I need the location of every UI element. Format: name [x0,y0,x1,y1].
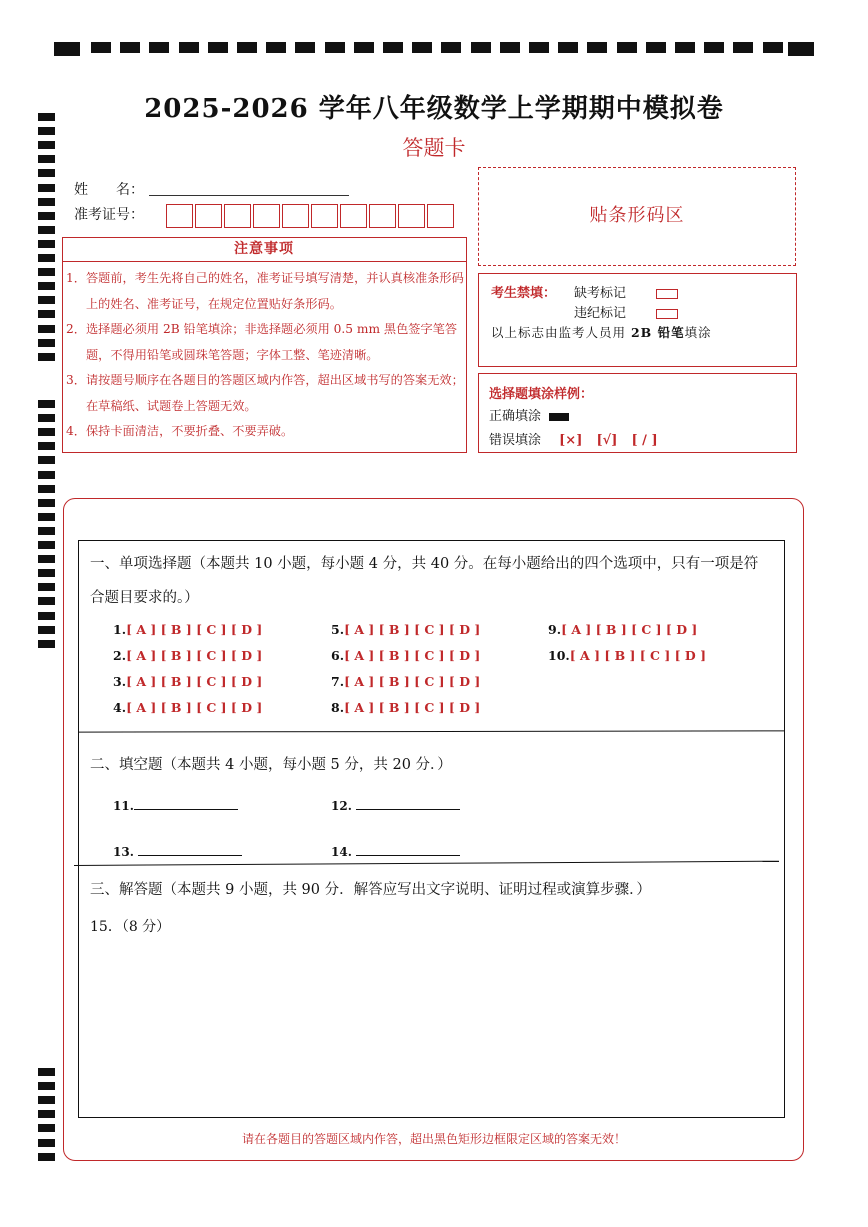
filled-mark-sample [549,413,569,421]
id-digit-box[interactable] [369,204,396,228]
choice-item-4[interactable] [113,700,262,715]
timing-mark [38,485,55,493]
blank-number: 11. [113,799,134,813]
forbidden-note-bold: 2B 铅笔 [630,325,685,340]
page-title: 2025-2026 学年八年级数学上学期期中模拟卷 [144,94,724,124]
choice-item-2[interactable] [113,648,262,663]
timing-mark [675,42,695,53]
absent-mark-text: 缺考标记 [574,286,627,301]
forbidden-note-prefix: 以上标志由监考人员用 [491,325,631,340]
wrong-fill-row [489,429,658,448]
correct-fill-label: 正确填涂 [489,409,542,424]
timing-mark [38,513,55,521]
timing-mark [763,42,783,53]
id-digit-box[interactable] [282,204,309,228]
timing-mark [54,42,80,56]
timing-mark [91,42,111,53]
id-digit-box[interactable] [398,204,425,228]
violation-mark-text: 违纪标记 [574,306,627,321]
timing-mark [208,42,228,53]
timing-mark [38,268,55,276]
blank-number: 14. [331,845,352,859]
choice-number: 4. [113,700,127,715]
blank-12[interactable] [331,797,460,813]
choice-item-10[interactable] [548,648,706,663]
choice-number: 2. [113,648,127,663]
timing-mark [38,597,55,605]
forbidden-label: 考生禁填： [491,286,557,301]
id-digit-box[interactable] [166,204,193,228]
timing-mark [558,42,578,53]
blank-line[interactable] [134,797,238,810]
timing-mark [529,42,549,53]
choice-options[interactable]: [ A ] [ B ] [ C ] [ D ] [569,648,706,663]
timing-mark [500,42,520,53]
timing-mark [354,42,374,53]
timing-mark [38,212,55,220]
timing-mark [38,353,55,361]
choice-item-5[interactable] [331,622,480,637]
choice-item-7[interactable] [331,674,480,689]
timing-mark [38,296,55,304]
choice-options[interactable]: [ A ] [ B ] [ C ] [ D ] [126,622,263,637]
id-digit-box[interactable] [427,204,454,228]
id-label: 准考证号： [74,207,144,223]
timing-mark [788,42,814,56]
absent-mark-box[interactable] [656,289,678,299]
choice-item-8[interactable] [331,700,480,715]
timing-mark [38,226,55,234]
timing-mark [38,1082,55,1090]
timing-mark [38,1110,55,1118]
wrong-fill-label: 错误填涂 [489,433,542,448]
timing-mark [266,42,286,53]
timing-mark [38,414,55,422]
timing-mark [38,612,55,620]
fill-example-title: 选择题填涂样例： [489,387,594,402]
blank-13[interactable] [113,843,242,859]
timing-mark [38,169,55,177]
timing-mark [733,42,753,53]
name-field[interactable] [149,195,349,196]
blank-11[interactable] [113,797,238,813]
choice-options[interactable]: [ A ] [ B ] [ C ] [ D ] [344,622,481,637]
timing-mark [38,400,55,408]
timing-mark [383,42,403,53]
choice-number: 6. [331,648,345,663]
timing-mark [38,254,55,262]
timing-mark [38,569,55,577]
choice-options[interactable]: [ A ] [ B ] [ C ] [ D ] [561,622,698,637]
timing-mark [325,42,345,53]
question-15-label: 15．（8 分） [90,919,171,935]
choice-item-3[interactable] [113,674,262,689]
timing-mark [38,626,55,634]
violation-mark-label [574,302,678,321]
id-digit-box[interactable] [253,204,280,228]
page-subtitle: 答题卡 [402,136,466,160]
choice-options[interactable]: [ A ] [ B ] [ C ] [ D ] [344,674,481,689]
barcode-area: 贴条形码区 [478,167,796,266]
choice-item-1[interactable] [113,622,262,637]
choice-options[interactable]: [ A ] [ B ] [ C ] [ D ] [344,648,481,663]
footer-warning: 请在各题目的答题区域内作答，超出黑色矩形边框限定区域的答案无效！ [241,1132,626,1146]
wrong-sample-cross: [×] [559,433,583,448]
choice-options[interactable]: [ A ] [ B ] [ C ] [ D ] [344,700,481,715]
notice-item: 4．保持卡面清洁，不要折叠、不要弄破。 [66,424,294,438]
notice-item: 2．选择题必须用 2B 铅笔填涂；非选择题必须用 0.5 mm 黑色签字笔答题，不得用铅笔或圆珠笔答题；字体工整、笔迹清晰。 [66,322,458,362]
timing-mark [38,527,55,535]
choice-number: 5. [331,622,345,637]
choice-number: 1. [113,622,127,637]
blank-number: 13. [113,845,134,859]
timing-mark [617,42,637,53]
timing-mark [38,198,55,206]
timing-mark [38,442,55,450]
blank-line[interactable] [138,843,242,856]
timing-mark [38,339,55,347]
notice-heading: 注意事项 [62,237,466,262]
section1-title-line1: 一、单项选择题（本题共 10 小题，每小题 4 分，共 40 分。在每小题给出的四个选项中，只有一项是符 [90,556,759,572]
timing-mark [120,42,140,53]
timing-mark [646,42,666,53]
timing-mark [38,456,55,464]
timing-mark [38,310,55,318]
correct-fill-row [489,405,569,424]
timing-mark [704,42,724,53]
timing-mark [149,42,169,53]
notice-list [66,266,464,445]
choice-number: 7. [331,674,345,689]
choice-options[interactable]: [ A ] [ B ] [ C ] [ D ] [126,674,263,689]
timing-mark [38,282,55,290]
choice-number: 9. [548,622,562,637]
forbidden-note [491,323,712,341]
timing-mark [38,499,55,507]
timing-mark [471,42,491,53]
timing-mark [38,325,55,333]
timing-mark [38,1153,55,1161]
section2-title: 二、填空题（本题共 4 小题，每小题 5 分，共 20 分．） [90,757,452,773]
question-15-answer-area[interactable] [80,940,783,1116]
id-digit-box[interactable] [311,204,338,228]
choice-number: 8. [331,700,345,715]
blank-14[interactable] [331,843,460,859]
forbidden-note-suffix: 填涂 [684,325,712,340]
id-digit-box[interactable] [340,204,367,228]
choice-item-6[interactable] [331,648,480,663]
timing-mark [38,541,55,549]
timing-mark [38,1096,55,1104]
violation-mark-box[interactable] [656,309,678,319]
choice-options[interactable]: [ A ] [ B ] [ C ] [ D ] [126,648,263,663]
timing-mark [38,555,55,563]
wrong-sample-check: [√] [596,433,618,448]
notice-item: 3．请按题号顺序在各题目的答题区域内作答，超出区域书写的答案无效；在草稿纸、试题卷上答题无效。 [66,373,464,413]
timing-mark [38,428,55,436]
choice-number: 10. [548,648,570,663]
id-digit-box[interactable] [195,204,222,228]
timing-mark [38,471,55,479]
wrong-sample-slash: [ / ] [631,433,658,448]
timing-mark [237,42,257,53]
blank-number: 12. [331,799,352,813]
timing-mark [412,42,432,53]
timing-mark [38,640,55,648]
timing-mark [38,184,55,192]
section1-title-line2: 合题目要求的。） [90,590,199,606]
timing-mark [38,583,55,591]
blank-line[interactable] [356,797,460,810]
name-label: 姓 名： [74,182,144,198]
choice-item-9[interactable] [548,622,697,637]
section3-title: 三、解答题（本题共 9 小题，共 90 分．解答应写出文字说明、证明过程或演算步骤．） [90,882,651,898]
choice-number: 3. [113,674,127,689]
choice-options[interactable]: [ A ] [ B ] [ C ] [ D ] [126,700,263,715]
timing-mark [38,1068,55,1076]
timing-mark [179,42,199,53]
timing-mark [38,240,55,248]
timing-mark [295,42,315,53]
timing-mark [441,42,461,53]
notice-item: 1．答题前，考生先将自己的姓名，准考证号填写清楚，并认真核准条形码上的姓名、准考证号，在规定位置贴好条形码。 [66,271,464,311]
blank-line[interactable] [356,843,460,856]
absent-mark-label [574,282,678,301]
timing-mark [587,42,607,53]
id-digit-box[interactable] [224,204,251,228]
